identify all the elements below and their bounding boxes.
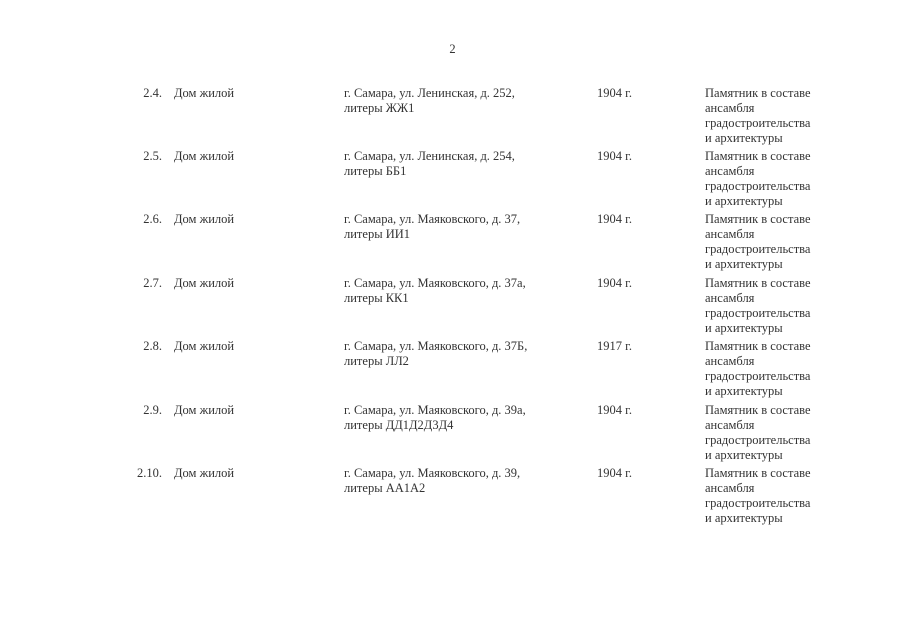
object-year: 1904 г. [597, 403, 632, 417]
row-number: 2.9. [143, 403, 162, 417]
category-line: Памятник в составе [705, 212, 811, 226]
row-number: 2.7. [143, 276, 162, 290]
object-year: 1904 г. [597, 86, 632, 100]
table-row [0, 403, 905, 463]
address-line: г. Самара, ул. Маяковского, д. 37Б, [344, 339, 528, 353]
category-line: и архитектуры [705, 321, 783, 335]
object-category [705, 86, 835, 146]
object-year: 1904 г. [597, 466, 632, 480]
object-category [705, 339, 835, 399]
row-number: 2.8. [143, 339, 162, 353]
row-number: 2.10. [137, 466, 162, 480]
address-line: г. Самара, ул. Ленинская, д. 252, [344, 86, 515, 100]
category-line: ансамбля [705, 354, 755, 368]
category-line: градостроительства [705, 306, 811, 320]
address-line: литеры ЖЖ1 [344, 101, 415, 115]
category-line: ансамбля [705, 291, 755, 305]
table-row [0, 466, 905, 526]
category-line: и архитектуры [705, 448, 783, 462]
address-line: литеры ЛЛ2 [344, 354, 409, 368]
table-row [0, 86, 905, 146]
object-address [344, 339, 564, 369]
object-name: Дом жилой [174, 339, 235, 353]
page-number: 2 [449, 42, 456, 56]
address-line: г. Самара, ул. Маяковского, д. 39, [344, 466, 521, 480]
object-category [705, 276, 835, 336]
table-row [0, 212, 905, 272]
object-address [344, 149, 564, 179]
category-line: ансамбля [705, 481, 755, 495]
address-line: литеры АА1А2 [344, 481, 426, 495]
category-line: и архитектуры [705, 257, 783, 271]
object-category [705, 403, 835, 463]
object-name: Дом жилой [174, 403, 235, 417]
object-category [705, 212, 835, 272]
row-number: 2.4. [143, 86, 162, 100]
object-address [344, 212, 564, 242]
category-line: Памятник в составе [705, 403, 811, 417]
address-line: литеры ББ1 [344, 164, 407, 178]
category-line: градостроительства [705, 179, 811, 193]
category-line: ансамбля [705, 101, 755, 115]
address-line: г. Самара, ул. Маяковского, д. 39а, [344, 403, 526, 417]
address-line: литеры КК1 [344, 291, 409, 305]
table-row [0, 149, 905, 209]
category-line: и архитектуры [705, 194, 783, 208]
address-line: г. Самара, ул. Маяковского, д. 37а, [344, 276, 526, 290]
object-category [705, 466, 835, 526]
category-line: градостроительства [705, 496, 811, 510]
category-line: ансамбля [705, 227, 755, 241]
object-address [344, 86, 564, 116]
object-name: Дом жилой [174, 466, 235, 480]
object-address [344, 466, 564, 496]
category-line: ансамбля [705, 418, 755, 432]
category-line: Памятник в составе [705, 339, 811, 353]
category-line: и архитектуры [705, 511, 783, 525]
table-row [0, 339, 905, 399]
object-year: 1904 г. [597, 276, 632, 290]
object-address [344, 276, 564, 306]
address-line: г. Самара, ул. Маяковского, д. 37, [344, 212, 521, 226]
object-name: Дом жилой [174, 212, 235, 226]
object-name: Дом жилой [174, 276, 235, 290]
object-year: 1904 г. [597, 149, 632, 163]
category-line: Памятник в составе [705, 276, 811, 290]
address-line: г. Самара, ул. Ленинская, д. 254, [344, 149, 515, 163]
category-line: Памятник в составе [705, 466, 811, 480]
row-number: 2.5. [143, 149, 162, 163]
object-category [705, 149, 835, 209]
table-row [0, 276, 905, 336]
address-line: литеры ДД1Д2Д3Д4 [344, 418, 454, 432]
object-name: Дом жилой [174, 149, 235, 163]
category-line: ансамбля [705, 164, 755, 178]
address-line: литеры ИИ1 [344, 227, 411, 241]
object-year: 1904 г. [597, 212, 632, 226]
object-name: Дом жилой [174, 86, 235, 100]
category-line: градостроительства [705, 242, 811, 256]
category-line: Памятник в составе [705, 149, 811, 163]
category-line: градостроительства [705, 116, 811, 130]
category-line: и архитектуры [705, 131, 783, 145]
row-number: 2.6. [143, 212, 162, 226]
category-line: градостроительства [705, 369, 811, 383]
category-line: и архитектуры [705, 384, 783, 398]
category-line: градостроительства [705, 433, 811, 447]
object-year: 1917 г. [597, 339, 632, 353]
category-line: Памятник в составе [705, 86, 811, 100]
object-address [344, 403, 564, 433]
